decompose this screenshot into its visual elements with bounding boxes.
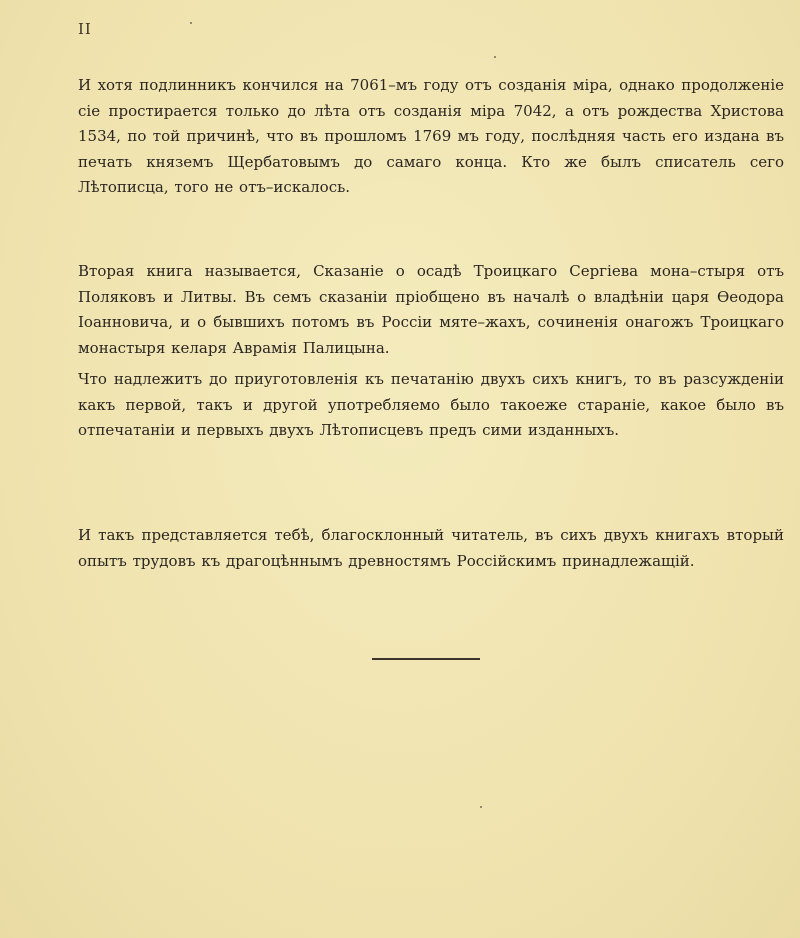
end-rule: [372, 658, 480, 660]
paragraph-1: И хотя подлинникъ кончился на 7061–мъ году отъ созданія міра, однако продолженіе сіе простирается только до лѣта отъ созданія міра 7042, а отъ рождества Христова 1534, по той причинѣ, что въ прошломъ 1769 мъ году, послѣдняя часть его издана въ печать княземъ Щербатовымъ до самаго конца. Кто же былъ списатель сего Лѣтописца, того не отъ–искалось.: [78, 76, 784, 196]
page-number: II: [78, 20, 92, 38]
paragraph-3: Что надлежитъ до приуготовленія къ печатанію двухъ сихъ книгъ, то въ разсужденіи какъ первой, такъ и другой употребляемо было такоеже стараніе, какое было въ отпечатаніи и первыхъ двухъ Лѣтописцевъ предъ сими изданныхъ.: [78, 370, 784, 439]
paper-speck: [190, 22, 192, 24]
paragraph-2: Вторая книга называется, Сказаніе о осадѣ Троицкаго Сергіева мона–стыря отъ Поляковъ и Литвы. Въ семъ сказаніи пріобщено въ началѣ о владѣніи царя Ѳеодора Іоанновича, и о бывшихъ потомъ въ Россіи мяте–жахъ, сочиненія онагожъ Троицкаго монастыря келаря Аврамія Палицына.: [78, 262, 784, 357]
paper-speck: [480, 806, 482, 808]
paragraph-4: И такъ представляется тебѣ, благосклонный читатель, въ сихъ двухъ книгахъ вторый опытъ трудовъ къ драгоцѣннымъ древностямъ Россійскимъ принадлежащій.: [78, 526, 784, 570]
paper-speck: [494, 56, 496, 58]
